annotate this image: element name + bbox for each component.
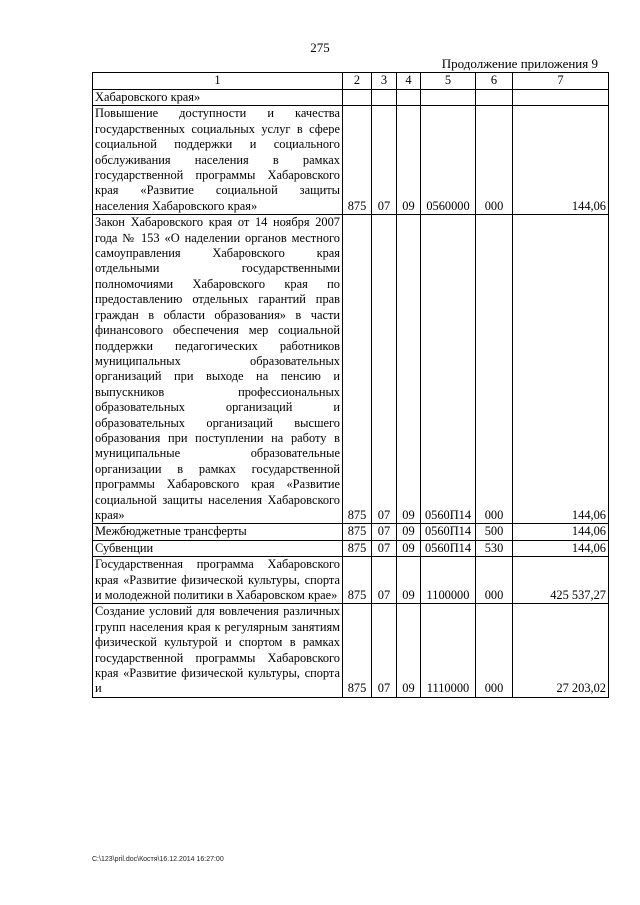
cell-code: 875 (343, 604, 372, 697)
row-description: Субвенции (93, 540, 343, 556)
column-header: 2 (343, 73, 372, 90)
cell-subsection: 09 (397, 540, 421, 556)
cell-amount: 144,06 (513, 106, 609, 215)
file-path-footer: C:\123\pril.doc\Костя\16.12.2014 16:27:00 (92, 856, 224, 863)
column-header: 4 (397, 73, 421, 90)
column-header: 3 (372, 73, 397, 90)
cell-target: 1110000 (421, 604, 476, 697)
cell-amount: 144,06 (513, 540, 609, 556)
table-header-row (93, 73, 609, 90)
cell-section: 07 (372, 106, 397, 215)
cell-amount: 27 203,02 (513, 604, 609, 697)
column-header: 1 (93, 73, 343, 90)
row-description: Хабаровского края» (93, 90, 343, 106)
table-row (93, 557, 609, 604)
cell-code (343, 90, 372, 106)
cell-type: 000 (476, 604, 513, 697)
row-description: Создание условий для вовлечения различных групп населения края к регулярным занятиям физической культурой и спортом в рамках государственной программы Хабаровского края «Развитие физической культуры, спорта и (93, 604, 343, 697)
cell-amount: 425 537,27 (513, 557, 609, 604)
column-header: 6 (476, 73, 513, 90)
cell-type: 500 (476, 524, 513, 540)
cell-subsection (397, 90, 421, 106)
table-row (93, 90, 609, 106)
cell-amount: 144,06 (513, 215, 609, 524)
cell-section: 07 (372, 524, 397, 540)
cell-type: 000 (476, 106, 513, 215)
cell-type: 000 (476, 215, 513, 524)
page-number: 275 (310, 40, 330, 55)
cell-target: 0560П14 (421, 524, 476, 540)
cell-section: 07 (372, 557, 397, 604)
cell-section: 07 (372, 604, 397, 697)
cell-section (372, 90, 397, 106)
table-row (93, 524, 609, 540)
cell-section: 07 (372, 540, 397, 556)
cell-subsection: 09 (397, 106, 421, 215)
cell-code: 875 (343, 215, 372, 524)
cell-subsection: 09 (397, 557, 421, 604)
cell-target: 0560П14 (421, 215, 476, 524)
table-row (93, 106, 609, 215)
column-header: 7 (513, 73, 609, 90)
row-description: Межбюджетные трансферты (93, 524, 343, 540)
cell-target (421, 90, 476, 106)
cell-code: 875 (343, 106, 372, 215)
row-description: Повышение доступности и качества государственных социальных услуг в сфере социальной поддержки и социального обслуживания населения в рамках государственной программы Хабаровского края «Развитие социальной защиты населения Хабаровского края» (93, 106, 343, 215)
row-description: Закон Хабаровского края от 14 ноября 2007 года № 153 «О наделении органов местного самоуправления Хабаровского края отдельными государственными полномочиями Хабаровского края по предоставлению отдельных гарантий прав граждан в области образования» в части финансового обеспечения мер социальной поддержки педагогических работников муниципальных образовательных организаций при выходе на пенсию и выпускников профессиональных образовательных организаций и образовательных организаций высшего образования при поступлении на работу в муниципальные образовательные организации в рамках государственной программы Хабаровского края «Развитие социальной защиты населения Хабаровского края» (93, 215, 343, 524)
table-row (93, 604, 609, 697)
continuation-caption: Продолжение приложения 9 (441, 56, 598, 71)
cell-target: 0560П14 (421, 540, 476, 556)
cell-amount: 144,06 (513, 524, 609, 540)
row-description: Государственная программа Хабаровского края «Развитие физической культуры, спорта и молодежной политики в Хабаровском крае» (93, 557, 343, 604)
cell-section: 07 (372, 215, 397, 524)
column-header: 5 (421, 73, 476, 90)
table-row (93, 540, 609, 556)
cell-code: 875 (343, 557, 372, 604)
budget-table (92, 72, 609, 698)
cell-target: 1100000 (421, 557, 476, 604)
cell-type (476, 90, 513, 106)
cell-type: 530 (476, 540, 513, 556)
cell-code: 875 (343, 540, 372, 556)
cell-subsection: 09 (397, 604, 421, 697)
table-row (93, 215, 609, 524)
cell-type: 000 (476, 557, 513, 604)
cell-amount (513, 90, 609, 106)
cell-subsection: 09 (397, 215, 421, 524)
cell-code: 875 (343, 524, 372, 540)
cell-target: 0560000 (421, 106, 476, 215)
cell-subsection: 09 (397, 524, 421, 540)
